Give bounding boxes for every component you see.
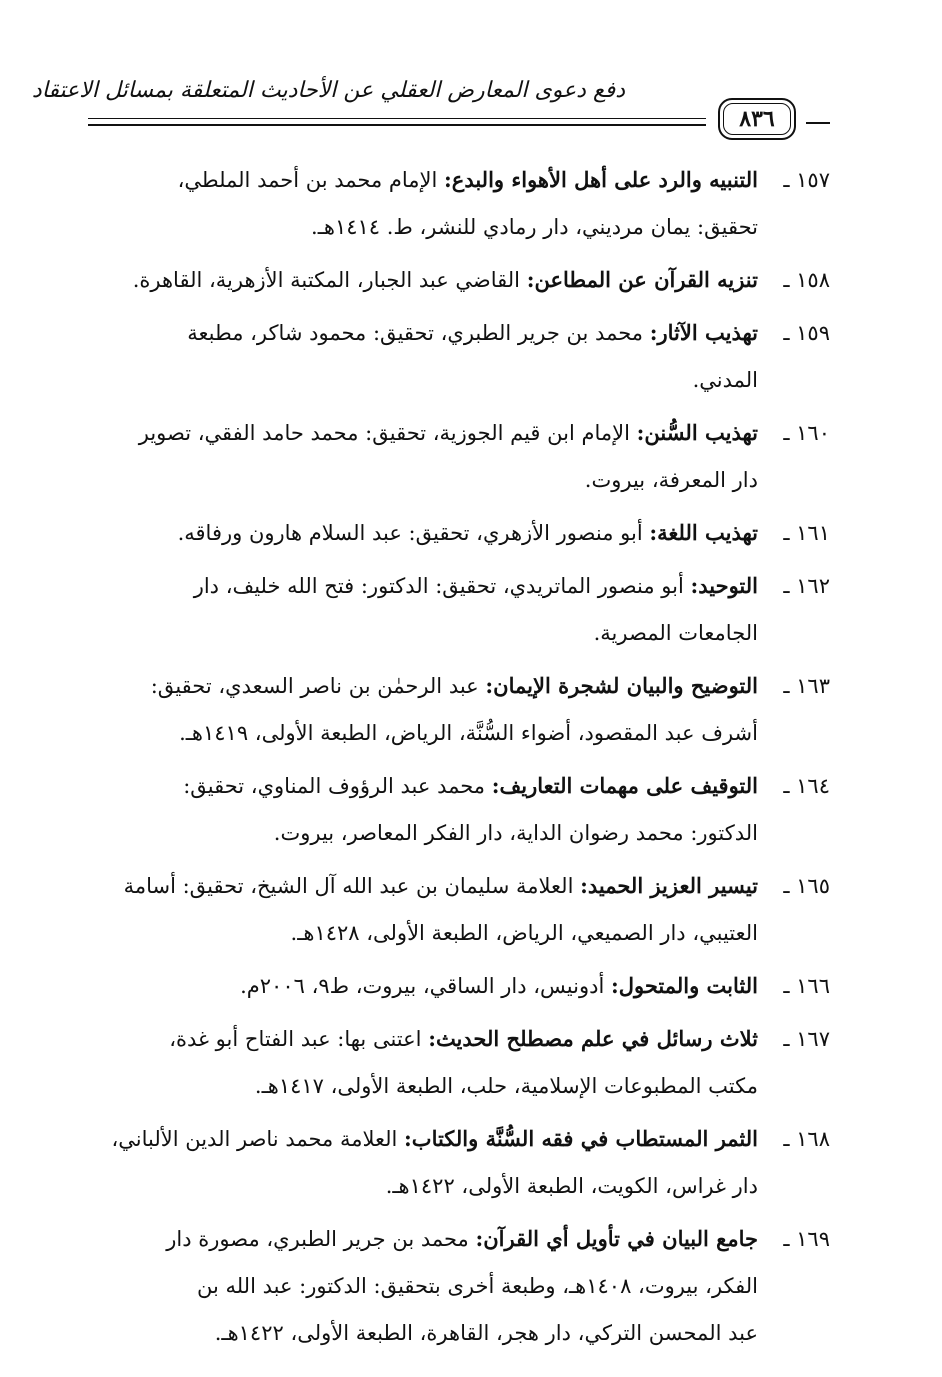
bibliography-entry: [82, 1015, 830, 1110]
bibliography-entry: [82, 256, 830, 304]
book-title: دفع دعوى المعارض العقلي عن الأحاديث المتعلقة بمسائل الاعتقاد: [31, 78, 625, 103]
entry-number: ١٦٦ ـ: [783, 974, 830, 998]
bibliography-entry: [82, 1215, 830, 1357]
bibliography-entry: [82, 962, 830, 1010]
entry-title: تيسير العزيز الحميد:: [580, 873, 758, 898]
entry-number: ١٥٨ ـ: [783, 268, 830, 292]
entry-number: ١٦٥ ـ: [783, 874, 830, 898]
entry-details: عبد الرحمٰن بن ناصر السعدي، تحقيق:: [150, 674, 479, 698]
entry-number: ١٥٧ ـ: [783, 168, 830, 192]
entry-details: اعتنى بها: عبد الفتاح أبو غدة،: [169, 1027, 422, 1051]
entry-title: التوقيف على مهمات التعاريف:: [491, 773, 758, 798]
bibliography-entry: [82, 1115, 830, 1210]
bibliography-entry: [82, 409, 830, 504]
entry-details: أبو منصور الماتريدي، تحقيق: الدكتور: فتح الله خليف، دار: [193, 574, 684, 598]
entry-details: أدونيس، دار الساقي، بيروت، ط٩، ٢٠٠٦م.: [240, 974, 605, 998]
page-number: ٨٣٦: [739, 106, 775, 132]
entry-details: محمد عبد الرؤوف المناوي، تحقيق:: [183, 774, 486, 798]
entry-details: القاضي عبد الجبار، المكتبة الأزهرية، القاهرة.: [132, 268, 521, 292]
entry-title: التوحيد:: [690, 573, 758, 598]
bibliography-entry: [82, 662, 830, 757]
bibliography-entry: [82, 509, 830, 557]
entry-continuation: الجامعات المصرية.: [593, 621, 758, 645]
entry-title: الثمر المستطاب في فقه السُّنَّة والكتاب:: [404, 1126, 758, 1151]
entry-continuation: أشرف عبد المقصود، أضواء السُّنَّة، الرياض، الطبعة الأولى، ١٤١٩هـ.: [179, 721, 758, 745]
entry-continuation: المدني.: [692, 368, 758, 392]
entry-number: ١٦٧ ـ: [783, 1027, 830, 1051]
bibliography-entry: [82, 562, 830, 657]
entry-title: التوضيح والبيان لشجرة الإيمان:: [485, 673, 758, 698]
entry-number: ١٦٤ ـ: [783, 774, 830, 798]
page-number-frame: [718, 98, 796, 140]
bibliography-entry: [82, 309, 830, 404]
header-rule: [88, 118, 706, 119]
entry-number: ١٦١ ـ: [783, 521, 830, 545]
entry-title: ثلاث رسائل في علم مصطلح الحديث:: [428, 1026, 758, 1051]
header-rule: [806, 122, 830, 124]
entry-continuation: مكتب المطبوعات الإسلامية، حلب، الطبعة الأولى، ١٤١٧هـ.: [254, 1074, 758, 1098]
entry-details: أبو منصور الأزهري، تحقيق: عبد السلام هارون ورفاقه.: [177, 521, 643, 545]
entry-continuation: تحقيق: يمان مرديني، دار رمادي للنشر، ط. ١٤١٤هـ.: [311, 215, 758, 239]
entry-details: العلامة محمد ناصر الدين الألباني،: [111, 1127, 398, 1151]
entry-title: تهذيب الآثار:: [649, 320, 758, 345]
entry-details: الإمام ابن قيم الجوزية، تحقيق: محمد حامد الفقي، تصوير: [138, 421, 630, 445]
bibliography-entry: [82, 156, 830, 251]
entry-number: ١٦٨ ـ: [783, 1127, 830, 1151]
entry-details: الإمام محمد بن أحمد الملطي،: [177, 168, 438, 192]
entry-title: التنبيه والرد على أهل الأهواء والبدع:: [444, 167, 758, 192]
header-rule: [88, 124, 706, 126]
entry-title: جامع البيان في تأويل أي القرآن:: [475, 1226, 758, 1251]
entry-continuation: الدكتور: محمد رضوان الداية، دار الفكر المعاصر، بيروت.: [273, 821, 758, 845]
entry-number: ١٦٣ ـ: [783, 674, 830, 698]
entry-details: العلامة سليمان بن عبد الله آل الشيخ، تحقيق: أسامة: [123, 874, 574, 898]
entry-details: محمد بن جرير الطبري، مصورة دار: [166, 1227, 469, 1251]
entry-title: تنزيه القرآن عن المطاعن:: [526, 267, 758, 292]
bibliography-entry: [82, 862, 830, 957]
bibliography-entry: [82, 762, 830, 857]
entry-title: تهذيب اللغة:: [649, 520, 758, 545]
entry-continuation: الفكر، بيروت، ١٤٠٨هـ، وطبعة أخرى بتحقيق: الدكتور: عبد الله بن: [196, 1274, 758, 1298]
bibliography-list: [82, 156, 830, 1362]
entry-continuation: دار غراس، الكويت، الطبعة الأولى، ١٤٢٢هـ.: [385, 1174, 758, 1198]
running-header: [31, 70, 830, 150]
entry-number: ١٦٢ ـ: [783, 574, 830, 598]
entry-title: تهذيب السُّنن:: [636, 420, 758, 445]
entry-title: الثابت والمتحول:: [610, 973, 758, 998]
entry-details: محمد بن جرير الطبري، تحقيق: محمود شاكر، مطبعة: [187, 321, 644, 345]
entry-number: ١٥٩ ـ: [783, 321, 830, 345]
entry-continuation: العتيبي، دار الصميعي، الرياض، الطبعة الأولى، ١٤٢٨هـ.: [290, 921, 758, 945]
entry-number: ١٦٠ ـ: [783, 421, 830, 445]
entry-number: ١٦٩ ـ: [783, 1227, 830, 1251]
entry-continuation: عبد المحسن التركي، دار هجر، القاهرة، الطبعة الأولى، ١٤٢٢هـ.: [214, 1321, 758, 1345]
entry-continuation: دار المعرفة، بيروت.: [584, 468, 758, 492]
